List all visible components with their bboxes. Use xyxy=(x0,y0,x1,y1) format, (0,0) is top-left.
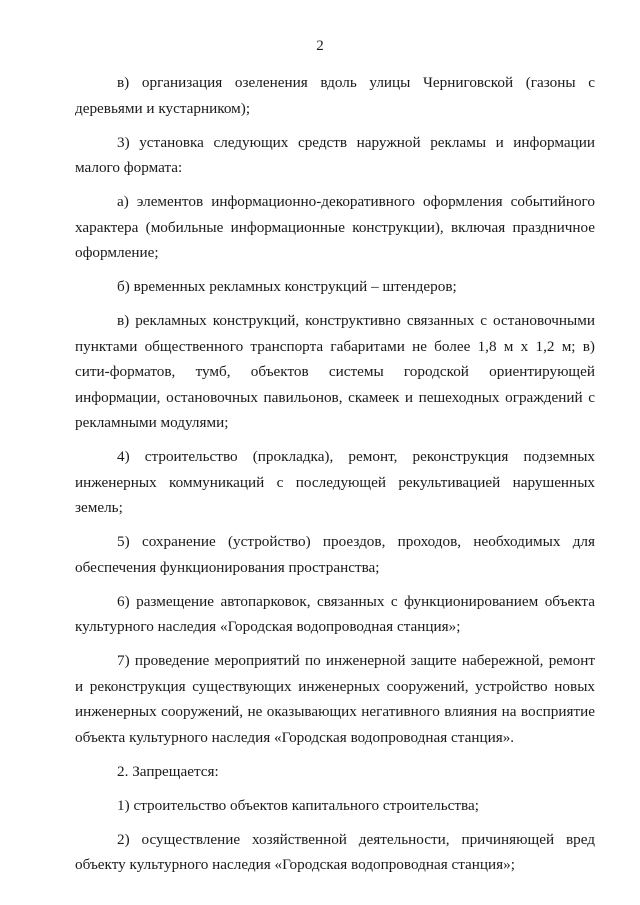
paragraph-passages: 5) сохранение (устройство) проездов, проходов, необходимых для обеспечения функционирования пространства; xyxy=(75,533,595,576)
paragraph-prohibited-heading: 2. Запрещается: xyxy=(117,762,219,780)
paragraph-decorative-elements: а) элементов информационно-декоративного оформления событийного характера (мобильные информационные конструкции), включая праздничное оформление; xyxy=(75,193,595,261)
paragraph-greening: в) организация озеленения вдоль улицы Черниговской (газоны с деревьями и кустарником); xyxy=(75,74,595,117)
paragraph-capital-construction: 1) строительство объектов капитального строительства; xyxy=(117,796,479,814)
page-number: 2 xyxy=(316,38,324,54)
document-body xyxy=(75,70,595,886)
paragraph-temporary-structures: б) временных рекламных конструкций – штендеров; xyxy=(117,278,457,295)
paragraph-parking: 6) размещение автопарковок, связанных с функционированием объекта культурного наследия «Городская водопроводная станция»; xyxy=(75,592,595,635)
paragraph-underground-utilities: 4) строительство (прокладка), ремонт, реконструкция подземных инженерных коммуникаций с последующей рекультивацией нарушенных земель; xyxy=(75,448,595,516)
paragraph-advertising-installation: 3) установка следующих средств наружной рекламы и информации малого формата: xyxy=(75,133,595,176)
paragraph-harmful-activity: 2) осуществление хозяйственной деятельности, причиняющей вред объекту культурного наследия «Городская водопроводная станция»; xyxy=(75,830,595,873)
paragraph-embankment-protection: 7) проведение мероприятий по инженерной защите набережной, ремонт и реконструкция существующих инженерных сооружений, устройство новых инженерных сооружений, не оказывающих негативного влияния на восприятие объекта культурного наследия «Городская водопроводная станция». xyxy=(75,652,595,746)
paragraph-advertising-structures: в) рекламных конструкций, конструктивно связанных с остановочными пунктами общественного транспорта габаритами не более 1,8 м х 1,2 м; в) сити-форматов, тумб, объектов системы городской ориентирующей информации, остановочных павильонов, скамеек и пешеходных ограждений с рекламными модулями; xyxy=(75,312,595,431)
